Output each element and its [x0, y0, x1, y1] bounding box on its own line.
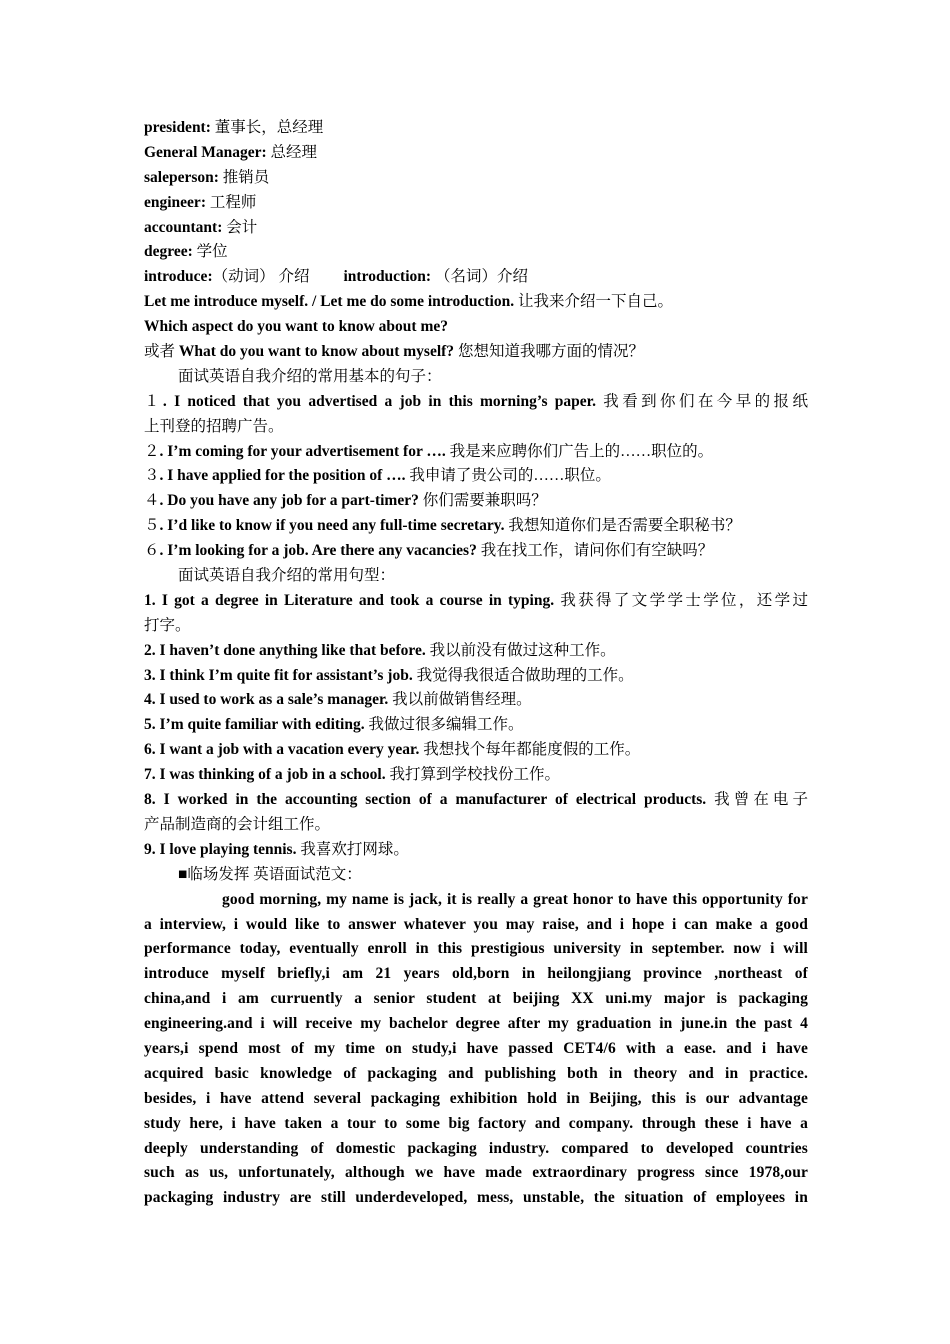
vocab-translation: 会计 [226, 218, 258, 236]
essay-line: a interview, i would like to answer whatever you may raise, and i hope i can make a good [144, 915, 808, 933]
sentence-number: ５ [144, 517, 160, 535]
vocab-line [144, 141, 808, 166]
pattern-line-cont: 产品制造商的会计组工作。 [144, 815, 331, 833]
sentence-en: . I have applied for the position of …. [159, 467, 406, 485]
vocab-term: introduce: [144, 268, 213, 286]
or-prefix: 或者 [144, 343, 176, 361]
pattern-zh: 我想找个每年都能度假的工作。 [423, 741, 641, 759]
vocab-line [144, 166, 808, 191]
pattern-en: 6. I want a job with a vacation every year. [144, 741, 420, 759]
pattern-line [144, 763, 808, 788]
intro-phrase [144, 290, 808, 315]
sentence-zh: 我是来应聘你们广告上的……职位的。 [449, 442, 714, 460]
sentence-line [144, 489, 808, 514]
sentence-zh: 我看到你们在今早的报纸 [603, 392, 808, 410]
phrase-en: Which aspect do you want to know about me? [144, 318, 449, 336]
pattern-line [144, 664, 808, 689]
pattern-line-cont: 打字。 [144, 616, 191, 634]
pattern-zh: 我以前做销售经理。 [392, 691, 532, 709]
vocab-translation: 学位 [196, 243, 228, 261]
vocab-line [144, 116, 808, 141]
sentence-line [144, 514, 808, 539]
vocab-line [144, 216, 808, 241]
sentence-en: . I’d like to know if you need any full-time secretary. [159, 517, 505, 535]
sentence-number: １ [144, 392, 163, 410]
vocab-line [144, 240, 808, 265]
pattern-zh: 我做过很多编辑工作。 [368, 716, 524, 734]
or-question [144, 340, 808, 365]
pattern-en: 3. I think I’m quite fit for assistant’s job. [144, 666, 413, 684]
vocab-translation: （动词） 介绍 [212, 268, 310, 286]
pattern-line [144, 589, 808, 614]
sentence-zh: 你们需要兼职吗？ [422, 492, 547, 510]
section-heading: ■临场发挥 英语面试范文： [178, 865, 362, 883]
pattern-line [144, 788, 808, 813]
sentence-number: ６ [144, 542, 160, 560]
pattern-line [144, 688, 808, 713]
vocab-term: saleperson: [144, 168, 219, 186]
essay-line: engineering.and i will receive my bachelor degree after my graduation in june.in the past 4 [144, 1015, 808, 1033]
essay-line: china,and i am curruently a senior student at beijing XX uni.my major is packaging [144, 990, 808, 1008]
sentence-number: ２ [144, 442, 160, 460]
vocab-term: introduction: [343, 268, 432, 286]
essay-line: introduce myself briefly,i am 21 years old,born in heilongjiang province ,northeast of [144, 965, 808, 983]
vocab-translation: （名词）介绍 [434, 268, 528, 286]
sentence-line-cont: 上刊登的招聘广告。 [144, 417, 284, 435]
essay-line: good morning, my name is jack, it is really a great honor to have this opportunity for [222, 890, 808, 908]
sentence-line [144, 390, 808, 415]
sentence-en: . I noticed that you advertised a job in this morning’s paper. [162, 392, 596, 410]
essay-line: such as us, unfortunately, although we have made extraordinary progress since 1978,our [144, 1164, 808, 1182]
phrase-zh: 让我来介绍一下自己。 [517, 293, 673, 311]
pattern-en: 5. I’m quite familiar with editing. [144, 716, 365, 734]
vocab-term: president: [144, 119, 211, 136]
pattern-zh: 我获得了文学学士学位，还学过 [560, 591, 808, 609]
vocab-term: degree: [144, 243, 193, 261]
document-page [144, 116, 808, 1211]
pattern-line [144, 713, 808, 738]
pattern-zh: 我曾在电子 [714, 791, 808, 809]
essay-line: study here, i have taken a tour to some big factory and company. through these i have a [144, 1114, 808, 1132]
sentence-en: . I’m looking for a job. Are there any vacancies? [159, 542, 477, 560]
essay-line: years,i spend most of my time on study,i have passed CET4/6 with a ease. and i have [144, 1039, 808, 1057]
vocab-line [144, 191, 808, 216]
pattern-line [144, 838, 808, 863]
section-heading: 面试英语自我介绍的常用句型： [178, 567, 396, 585]
essay-line: besides, i have attend several packaging exhibition hold in Beijing, this is our advantage [144, 1089, 808, 1107]
vocab-term: General Manager: [144, 143, 267, 161]
vocab-translation: 工程师 [209, 193, 257, 211]
sentence-number: ３ [144, 467, 160, 485]
phrase-en: What do you want to know about myself? [178, 343, 455, 361]
sentence-en: . Do you have any job for a part-timer? [159, 492, 419, 510]
pattern-en: 7. I was thinking of a job in a school. [144, 766, 386, 784]
phrase-zh: 您想知道我哪方面的情况？ [457, 343, 644, 361]
pattern-zh: 我觉得我很适合做助理的工作。 [416, 666, 634, 684]
sentence-zh: 我申请了贵公司的……职位。 [409, 467, 611, 485]
pattern-en: 2. I haven’t done anything like that before. [144, 641, 426, 659]
sentence-zh: 我在找工作，请问你们有空缺吗？ [480, 542, 714, 560]
essay-line: acquired basic knowledge of packaging and publishing both in theory and in practice. [144, 1064, 808, 1082]
pattern-en: 9. I love playing tennis. [144, 840, 297, 858]
sentence-line [144, 464, 808, 489]
sentence-zh: 我想知道你们是否需要全职秘书？ [508, 517, 741, 535]
sentence-en: . I’m coming for your advertisement for …. [159, 442, 446, 460]
pattern-line [144, 738, 808, 763]
pattern-en: 1. I got a degree in Literature and took a course in typing. [144, 591, 555, 609]
pattern-zh: 我打算到学校找份工作。 [389, 766, 560, 784]
pattern-zh: 我喜欢打网球。 [300, 840, 409, 858]
essay-line: deeply understanding of domestic packaging industry. compared to developed countries [144, 1139, 808, 1157]
pattern-en: 4. I used to work as a sale’s manager. [144, 691, 389, 709]
section-heading: 面试英语自我介绍的常用基本的句子： [178, 367, 442, 385]
sentence-number: ４ [144, 492, 160, 510]
vocab-translation: 董事长，总经理 [214, 119, 324, 136]
pattern-en: 8. I worked in the accounting section of a manufacturer of electrical products. [144, 791, 707, 809]
vocab-translation: 推销员 [222, 168, 270, 186]
phrase-en: Let me introduce myself. / Let me do some introduction. [144, 293, 515, 311]
sentence-line [144, 440, 808, 465]
vocab-term: engineer: [144, 193, 206, 211]
pattern-zh: 我以前没有做过这种工作。 [429, 641, 616, 659]
essay-line: performance today, eventually enroll in this prestigious university in september. now i will [144, 940, 808, 958]
essay-line: packaging industry are still underdeveloped, mess, unstable, the situation of employees in [144, 1189, 808, 1207]
sentence-line [144, 539, 808, 564]
sample-essay [144, 888, 808, 1212]
introduce-line [144, 265, 808, 290]
vocab-translation: 总经理 [270, 143, 318, 161]
aspect-question [144, 315, 808, 340]
pattern-line [144, 639, 808, 664]
vocab-term: accountant: [144, 218, 223, 236]
